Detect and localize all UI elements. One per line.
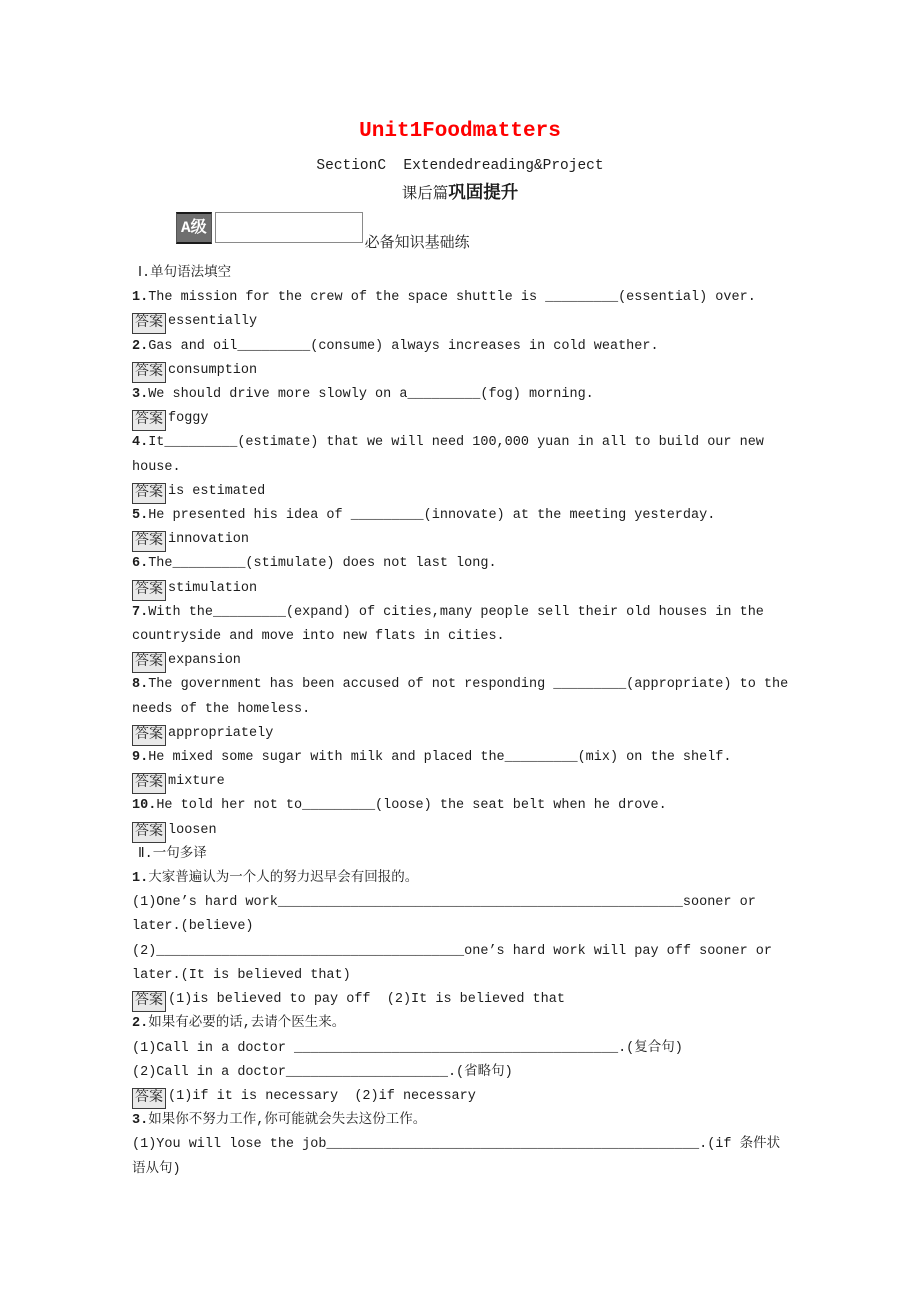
answer-text: (1)is believed to pay off (2)It is believed that: [168, 992, 565, 1008]
answer-badge: 答案: [132, 531, 166, 552]
answer-text: loosen: [168, 822, 217, 838]
answer-badge: 答案: [132, 1088, 166, 1109]
answer-line-6: [132, 577, 792, 601]
answer-badge: 答案: [132, 822, 166, 843]
page-title: Unit1Foodmatters: [359, 120, 561, 143]
question-line-8: [132, 673, 797, 721]
answer-line-3: [132, 407, 792, 431]
question-line-9: [132, 746, 792, 770]
translation-blank-3-1: (1)You will lose the job______________________________________________.(if 条件状语从句): [132, 1137, 781, 1177]
question-line-4: [132, 431, 792, 479]
banner-prefix: 课后篇: [401, 185, 449, 203]
question-line-3: [132, 383, 792, 407]
question-number: 8.: [132, 677, 149, 693]
question-number: 9.: [132, 750, 149, 766]
answer-text: consumption: [168, 362, 258, 378]
banner-title: 巩固提升: [448, 184, 519, 204]
answer-text: is estimated: [168, 483, 266, 499]
question-line-7: [132, 601, 792, 649]
answer-line-t1: [132, 988, 792, 1012]
question-number: 10.: [132, 798, 157, 814]
answer-text: innovation: [168, 532, 250, 548]
answer-line-9: [132, 770, 792, 794]
question-text: It_________(estimate) that we will need 100,000 yuan in all to build our new house.: [132, 435, 773, 475]
answer-badge: 答案: [132, 725, 166, 746]
answer-text: essentially: [168, 314, 258, 330]
answer-text: appropriately: [168, 725, 274, 741]
translation-blank-1-2: (2)______________________________________one’s hard work will pay off sooner or later.(It is believed that): [132, 943, 781, 983]
question-number: 7.: [132, 604, 149, 620]
question-text: The government has been accused of not responding _________(appropriate) to the needs of the homeless.: [132, 677, 797, 717]
prompt-text: 如果你不努力工作,你可能就会失去这份工作。: [148, 1113, 427, 1129]
answer-badge: 答案: [132, 773, 166, 794]
question-number: 2.: [132, 1016, 149, 1032]
level-banner-box: [215, 212, 363, 243]
answer-text: foggy: [168, 411, 209, 427]
question-text: He presented his idea of _________(innovate) at the meeting yesterday.: [148, 508, 716, 524]
question-text: The_________(stimulate) does not last long.: [148, 556, 497, 572]
answer-text: (1)if it is necessary (2)if necessary: [168, 1088, 476, 1104]
section1-heading: Ⅰ.单句语法填空: [138, 266, 232, 281]
question-text: The mission for the crew of the space shuttle is _________(essential) over.: [148, 290, 756, 306]
level-badge: A级: [176, 212, 212, 244]
question-number: 5.: [132, 508, 149, 524]
question-number: 4.: [132, 435, 149, 451]
worksheet-body: [132, 262, 797, 1182]
answer-line-2: [132, 359, 792, 383]
answer-line-5: [132, 528, 792, 552]
answer-line-10: [132, 819, 792, 843]
question-line-2: [132, 335, 792, 359]
translation-prompt-1: [132, 867, 792, 891]
translation-blank-2-1: (1)Call in a doctor ________________________________________.(复合句): [132, 1040, 683, 1056]
answer-badge: 答案: [132, 483, 166, 504]
answer-badge: 答案: [132, 313, 166, 334]
answer-badge: 答案: [132, 580, 166, 601]
question-number: 3.: [132, 1113, 149, 1129]
level-caption: 必备知识基础练: [364, 235, 470, 252]
answer-line-1: [132, 310, 792, 334]
answer-badge: 答案: [132, 362, 166, 383]
question-number: 3.: [132, 387, 149, 403]
prompt-text: 大家普遍认为一个人的努力迟早会有回报的。: [148, 871, 419, 887]
question-number: 2.: [132, 338, 149, 354]
question-number: 6.: [132, 556, 149, 572]
answer-text: mixture: [168, 774, 225, 790]
prompt-text: 如果有必要的话,去请个医生来。: [148, 1016, 346, 1032]
answer-badge: 答案: [132, 652, 166, 673]
section-subtitle: SectionC Extendedreading&Project: [316, 158, 604, 174]
answer-badge: 答案: [132, 410, 166, 431]
answer-line-4: [132, 480, 792, 504]
answer-text: expansion: [168, 653, 241, 669]
question-line-5: [132, 504, 792, 528]
question-number: 1.: [132, 290, 149, 306]
section2-heading: Ⅱ.一句多译: [138, 846, 207, 862]
question-text: Gas and oil_________(consume) always increases in cold weather.: [148, 338, 659, 354]
answer-badge: 答案: [132, 991, 166, 1012]
answer-text: stimulation: [168, 580, 258, 596]
translation-prompt-3: [132, 1109, 792, 1133]
translation-blank-2-2: (2)Call in a doctor____________________.(省略句): [132, 1064, 513, 1080]
answer-line-7: [132, 649, 792, 673]
question-text: With the_________(expand) of cities,many people sell their old houses in the countryside and move into new flats in cities.: [132, 604, 773, 645]
lesson-banner: [0, 179, 920, 204]
question-text: He told her not to_________(loose) the seat belt when he drove.: [156, 798, 667, 814]
question-text: We should drive more slowly on a_________(fog) morning.: [148, 387, 594, 403]
question-text: He mixed some sugar with milk and placed the_________(mix) on the shelf.: [148, 750, 732, 766]
translation-blank-1-1: (1)One’s hard work__________________________________________________sooner or later.(believe): [132, 895, 764, 935]
question-line-6: [132, 552, 792, 576]
answer-line-t2: [132, 1085, 792, 1109]
question-number: 1.: [132, 871, 149, 887]
question-line-1: [132, 286, 792, 310]
level-banner: [176, 212, 920, 252]
translation-prompt-2: [132, 1012, 792, 1036]
question-line-10: [132, 794, 792, 818]
answer-line-8: [132, 722, 792, 746]
